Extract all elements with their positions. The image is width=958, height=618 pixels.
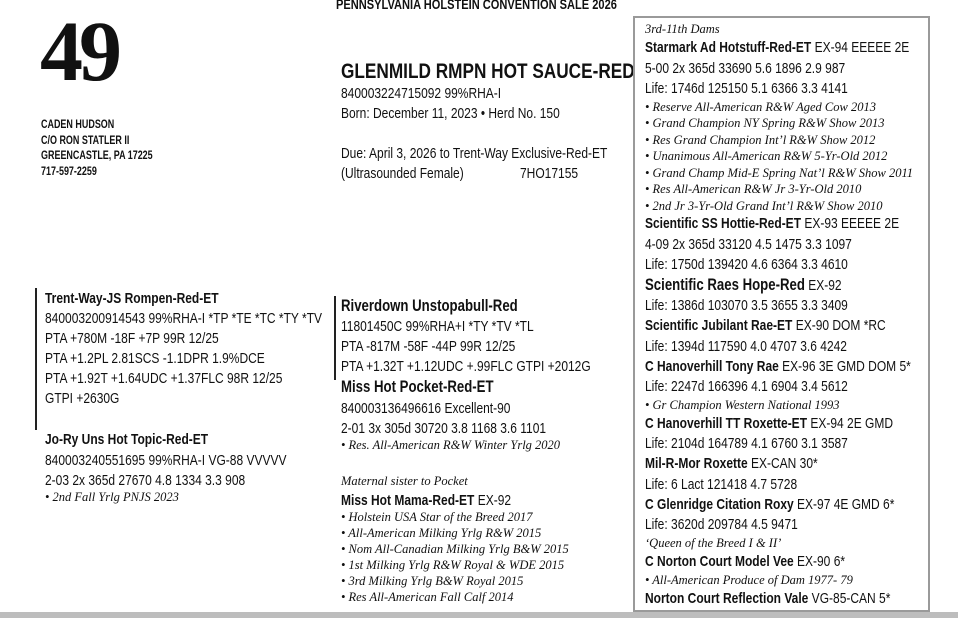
consignor-name: CADEN HUDSON	[41, 119, 115, 131]
sale-title: PENNSYLVANIA HOLSTEIN CONVENTION SALE 2026	[336, 0, 617, 12]
sire-name: Trent-Way-JS Rompen-Red-ET	[45, 290, 219, 307]
dam-classification: EX-96 3E GMD DOM 5*	[778, 357, 911, 375]
dam-record: Life: 6 Lact 121418 4.7 5728	[645, 475, 798, 493]
dam-heading	[645, 276, 842, 295]
dam-record: Life: 1394d 117590 4.0 4707 3.6 4242	[645, 337, 847, 355]
bottom-rule	[0, 612, 958, 618]
dam-record: Life: 2247d 166396 4.1 6904 3.4 5612	[645, 378, 848, 395]
dam-record: 2-01 3x 305d 30720 3.8 1168 3.6 1101	[341, 420, 547, 437]
maternal-sister-note: • 3rd Milking Yrlg B&W Royal 2015	[341, 574, 524, 588]
dam-sire-id: 11801450C 99%RHA+I *TY *TV *TL	[341, 318, 534, 335]
sire-pta-2: PTA +1.2PL 2.81SCS -1.1DPR 1.9%DCE	[45, 350, 265, 367]
dam-name: Scientific SS Hottie-Red-ET	[645, 215, 802, 232]
sire-dam-id: 840003240551695 99%RHA-I VG-88 VVVVV	[45, 452, 287, 469]
sire-dam-note: • 2nd Fall Yrlg PNJS 2023	[45, 490, 179, 504]
consignor-city: GREENCASTLE, PA 17225	[41, 150, 153, 162]
dam-sire-bracket	[334, 296, 336, 380]
consignor-phone: 717-597-2259	[41, 165, 97, 178]
consignor-care-of: C/O RON STATLER II	[41, 134, 130, 147]
maternal-sister-note: • All-American Milking Yrlg R&W 2015	[341, 526, 542, 540]
animal-due-status: (Ultrasounded Female)	[341, 165, 464, 182]
dam-record: Life: 1746d 125150 5.1 6366 3.3 4141	[645, 79, 848, 97]
dam-note: • Unanimous All-American R&W 5-Yr-Old 2012	[645, 149, 888, 163]
dam-note: • Res. All-American R&W Winter Yrlg 2020	[341, 438, 561, 452]
dam-note: • Reserve All-American R&W Aged Cow 2013	[645, 99, 876, 114]
maternal-sister-heading	[341, 492, 511, 509]
animal-id: 840003224715092 99%RHA-I	[341, 85, 502, 102]
dam-classification: EX-92	[804, 276, 842, 294]
dam-sire-name: Riverdown Unstopabull-Red	[341, 297, 518, 315]
dam-record: Life: 1750d 139420 4.6 6364 3.3 4610	[645, 255, 848, 273]
dam-heading	[645, 590, 890, 607]
sire-pta-3: PTA +1.92T +1.64UDC +1.37FLC 98R 12/25	[45, 370, 283, 387]
lot-number: 49	[40, 3, 118, 99]
dams-box-title: 3rd-11th Dams	[645, 22, 720, 36]
dam-classification: EX-94 EEEEE 2E	[811, 39, 910, 56]
dam-record: Life: 1386d 103070 3.5 3655 3.3 3409	[645, 297, 848, 314]
dam-heading	[645, 317, 886, 334]
dam-heading	[645, 415, 893, 432]
sire-dam-name: Jo-Ry Uns Hot Topic-Red-ET	[45, 431, 209, 448]
maternal-sister-note: • 1st Milking Yrlg R&W Royal & WDE 2015	[341, 558, 565, 572]
maternal-sister-note: • Res All-American Fall Calf 2014	[341, 590, 514, 604]
sire-dam-record: 2-03 2x 365d 27670 4.8 1334 3.3 908	[45, 472, 246, 489]
dam-record: 4-09 2x 365d 33120 4.5 1475 3.3 1097	[645, 235, 852, 253]
sire-bracket	[35, 288, 37, 430]
dam-classification: EX-94 2E GMD	[807, 414, 894, 432]
sire-gtpi: GTPI +2630G	[45, 390, 120, 407]
dam-name: Norton Court Reflection Vale	[645, 589, 809, 607]
sire-id: 840003200914543 99%RHA-I *TP *TE *TC *TY *TV	[45, 310, 323, 327]
dam-sire-pta-1: PTA -817M -58F -44P 99R 12/25	[341, 338, 516, 355]
dam-name: C Hanoverhill Tony Rae	[645, 357, 779, 375]
dam-record: Life: 2104d 164789 4.1 6760 3.1 3587	[645, 435, 848, 452]
dam-note: • Res Grand Champion Int’l R&W Show 2012	[645, 132, 876, 147]
dam-note: • Gr Champion Western National 1993	[645, 398, 840, 412]
dam-note: • All-American Produce of Dam 1977- 79	[645, 573, 853, 587]
maternal-sister-note: • Holstein USA Star of the Breed 2017	[341, 510, 533, 524]
maternal-sister-name: Miss Hot Mama-Red-ET	[341, 492, 475, 509]
dam-heading	[645, 39, 909, 56]
dam-name: Scientific Jubilant Rae-ET	[645, 317, 793, 334]
animal-born: Born: December 11, 2023 • Herd No. 150	[341, 105, 560, 122]
dam-name: Starmark Ad Hotstuff-Red-ET	[645, 39, 812, 56]
dam-note: • Grand Champion NY Spring R&W Show 2013	[645, 116, 885, 130]
dam-classification: EX-93 EEEEE 2E	[801, 215, 900, 232]
animal-due-date: Due: April 3, 2026 to Trent-Way Exclusive-Red-ET	[341, 145, 608, 162]
dam-sire-pta-2: PTA +1.32T +1.12UDC +.99FLC GTPI +2012G	[341, 358, 591, 375]
dam-name: C Glenridge Citation Roxy	[645, 495, 794, 513]
dam-name: C Norton Court Model Vee	[645, 552, 794, 570]
animal-due-code: 7HO17155	[520, 165, 579, 182]
dam-name: Mil-R-Mor Roxette	[645, 455, 748, 472]
dam-heading	[645, 553, 845, 570]
sire-pta-1: PTA +780M -18F +7P 99R 12/25	[45, 330, 219, 347]
dam-note: ‘Queen of the Breed I & II’	[645, 536, 782, 550]
maternal-sister-note: • Nom All-Canadian Milking Yrlg B&W 2015	[341, 542, 569, 556]
dam-record: Life: 3620d 209784 4.5 9471	[645, 516, 798, 533]
dams-box	[633, 16, 930, 612]
dam-classification: EX-90 DOM *RC	[792, 317, 886, 334]
dam-note: • Grand Champ Mid-E Spring Nat’l R&W Show 2011	[645, 165, 914, 180]
maternal-sister-score: EX-92	[477, 492, 512, 509]
dam-heading	[645, 215, 899, 232]
dam-classification: VG-85-CAN 5*	[808, 589, 891, 607]
dam-heading	[645, 496, 894, 513]
dam-id: 840003136496616 Excellent-90	[341, 400, 511, 417]
dam-heading	[645, 455, 818, 472]
dam-note: • Res All-American R&W Jr 3-Yr-Old 2010	[645, 182, 862, 196]
dam-record: 5-00 2x 365d 33690 5.6 1896 2.9 987	[645, 59, 846, 77]
dam-classification: EX-90 6*	[793, 552, 846, 570]
dam-name: Scientific Raes Hope-Red	[645, 275, 805, 294]
dam-name: Miss Hot Pocket-Red-ET	[341, 378, 494, 396]
maternal-sister-label: Maternal sister to Pocket	[341, 474, 468, 488]
animal-name: GLENMILD RMPN HOT SAUCE-RED	[341, 60, 635, 83]
consignor-block	[41, 118, 153, 180]
dam-name: C Hanoverhill TT Roxette-ET	[645, 414, 808, 432]
dam-classification: EX-97 4E GMD 6*	[793, 495, 895, 513]
dam-note: • 2nd Jr 3-Yr-Old Grand Int’l R&W Show 2010	[645, 198, 883, 213]
dam-classification: EX-CAN 30*	[747, 455, 818, 472]
dam-heading	[645, 358, 911, 375]
